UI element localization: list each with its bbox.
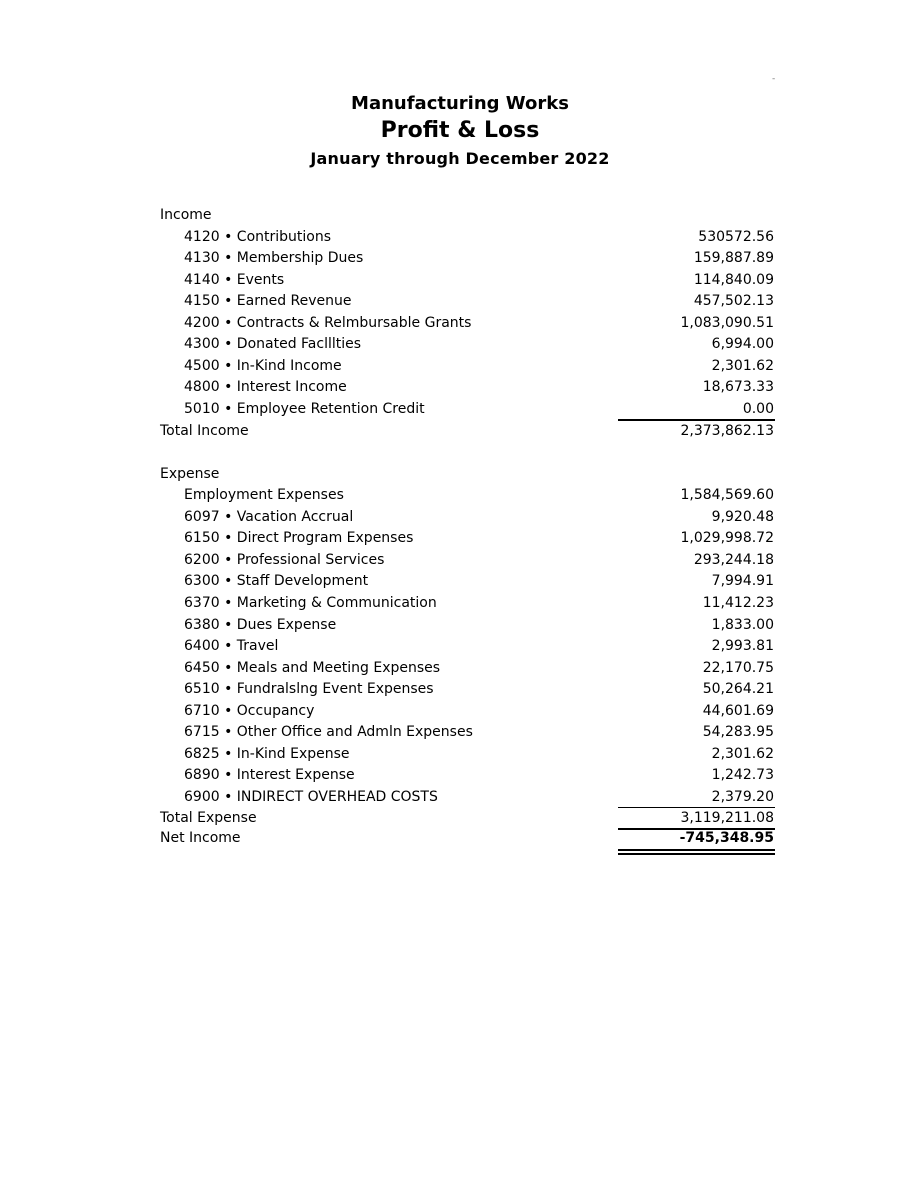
line-item-amount: 2,301.62: [711, 358, 774, 374]
line-item-label: 6370 • Marketing & Communication: [184, 595, 437, 611]
line-item-label: 6715 • Other Office and Admln Expenses: [184, 724, 473, 740]
income-line-item: [160, 399, 774, 420]
expense-line-item: [160, 507, 774, 528]
income-line-item: [160, 356, 774, 377]
line-item-amount: 6,994.00: [711, 336, 774, 352]
expense-section-heading: [160, 464, 774, 485]
line-item-label: 6300 • Staff Development: [184, 573, 369, 589]
expense-line-item: [160, 636, 774, 657]
total-income-label: Total Income: [160, 423, 249, 439]
income-section-heading: [160, 205, 774, 226]
expense-total-row: [160, 808, 774, 829]
net-income-label: Net Income: [160, 830, 241, 846]
line-item-label: 6890 • Interest Expense: [184, 767, 355, 783]
line-item-label: 4500 • In-Kind Income: [184, 358, 342, 374]
income-line-item: [160, 248, 774, 269]
line-item-label: 4200 • Contracts & Relmbursable Grants: [184, 315, 472, 331]
line-item-amount: 0.00: [742, 401, 774, 417]
line-item-label: 6510 • Fundralslng Event Expenses: [184, 681, 434, 697]
line-item-label: 4120 • Contributions: [184, 229, 332, 245]
expense-line-item: [160, 615, 774, 636]
net-income-double-rule-top: [618, 849, 775, 851]
line-item-label: 4140 • Events: [184, 272, 285, 288]
expense-line-item: [160, 528, 774, 549]
report-title: Profit & Loss: [380, 118, 540, 143]
line-item-amount: 2,993.81: [711, 638, 774, 654]
income-line-item: [160, 291, 774, 312]
line-item-amount: 1,083,090.51: [680, 315, 774, 331]
company-name: Manufacturing Works: [351, 93, 569, 114]
line-item-label: 6450 • Meals and Meeting Expenses: [184, 660, 441, 676]
line-item-label: Employment Expenses: [184, 487, 344, 503]
line-item-label: 6710 • Occupancy: [184, 703, 315, 719]
expense-line-item: [160, 701, 774, 722]
line-item-amount: 530572.56: [698, 229, 774, 245]
line-item-amount: 1,584,569.60: [680, 487, 774, 503]
income-total-row: [160, 421, 774, 442]
line-item-label: 6150 • Direct Program Expenses: [184, 530, 414, 546]
net-income-row: [160, 828, 774, 849]
line-item-label: 6825 • In-Kind Expense: [184, 746, 350, 762]
line-item-amount: 54,283.95: [702, 724, 774, 740]
expense-section-label: Expense: [160, 466, 220, 482]
line-item-label: 4130 • Membership Dues: [184, 250, 364, 266]
income-line-item: [160, 227, 774, 248]
line-item-amount: 9,920.48: [711, 509, 774, 525]
expense-line-item: [160, 787, 774, 808]
line-item-amount: 1,029,998.72: [680, 530, 774, 546]
line-item-label: 6400 • Travel: [184, 638, 279, 654]
total-expense-label: Total Expense: [160, 810, 257, 826]
net-income-amount: -745,348.95: [679, 830, 774, 846]
expense-line-item: [160, 765, 774, 786]
line-item-amount: 22,170.75: [702, 660, 774, 676]
line-item-amount: 1,242.73: [711, 767, 774, 783]
expense-line-item: [160, 485, 774, 506]
expense-line-item: [160, 571, 774, 592]
income-line-item: [160, 270, 774, 291]
line-item-amount: 114,840.09: [693, 272, 774, 288]
line-item-amount: 11,412.23: [702, 595, 774, 611]
line-item-amount: 457,502.13: [693, 293, 774, 309]
line-item-amount: 44,601.69: [702, 703, 774, 719]
expense-line-item: [160, 722, 774, 743]
expense-line-item: [160, 550, 774, 571]
line-item-amount: 50,264.21: [702, 681, 774, 697]
expense-line-item: [160, 658, 774, 679]
line-item-amount: 7,994.91: [711, 573, 774, 589]
line-item-amount: 159,887.89: [693, 250, 774, 266]
expense-line-item: [160, 744, 774, 765]
expense-line-item: [160, 679, 774, 700]
line-item-amount: 1,833.00: [711, 617, 774, 633]
line-item-amount: 293,244.18: [693, 552, 774, 568]
expense-line-item: [160, 593, 774, 614]
line-item-label: 4800 • Interest Income: [184, 379, 347, 395]
total-income-amount: 2,373,862.13: [680, 423, 774, 439]
income-line-item: [160, 334, 774, 355]
line-item-amount: 18,673.33: [702, 379, 774, 395]
report-period: January through December 2022: [310, 149, 610, 168]
line-item-amount: 2,379.20: [711, 789, 774, 805]
income-line-item: [160, 313, 774, 334]
line-item-label: 6380 • Dues Expense: [184, 617, 337, 633]
income-line-item: [160, 377, 774, 398]
line-item-amount: 2,301.62: [711, 746, 774, 762]
line-item-label: 6097 • Vacation Accrual: [184, 509, 354, 525]
line-item-label: 4300 • Donated Faclllties: [184, 336, 362, 352]
total-expense-amount: 3,119,211.08: [680, 810, 774, 826]
line-item-label: 6900 • INDIRECT OVERHEAD COSTS: [184, 789, 438, 805]
net-income-double-rule-bottom: [618, 853, 775, 855]
corner-mark: -: [772, 74, 776, 84]
line-item-label: 6200 • Professional Services: [184, 552, 385, 568]
income-section-label: Income: [160, 207, 212, 223]
line-item-label: 5010 • Employee Retention Credit: [184, 401, 425, 417]
line-item-label: 4150 • Earned Revenue: [184, 293, 352, 309]
